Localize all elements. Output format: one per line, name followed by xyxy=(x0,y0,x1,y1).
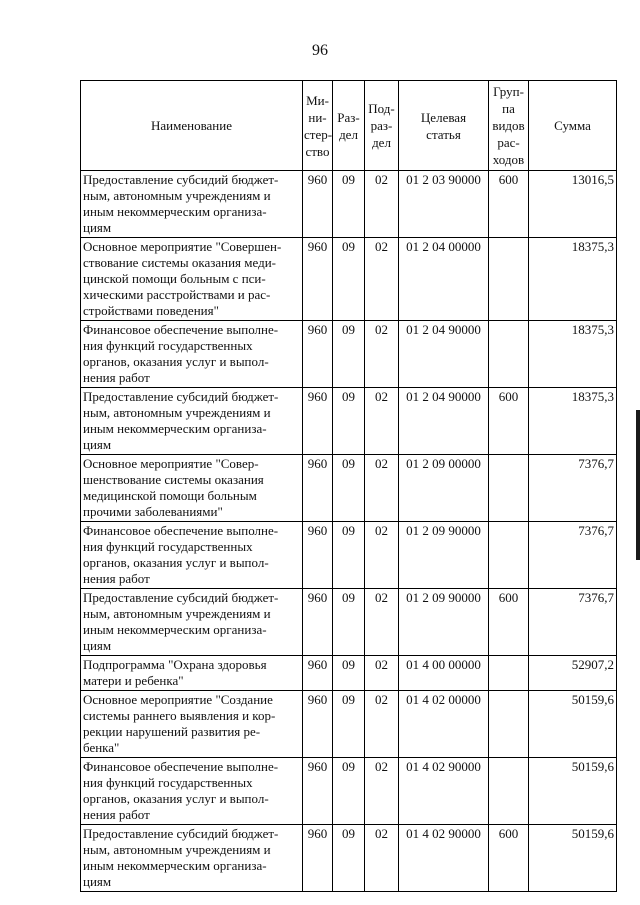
cell-name: Основное мероприятие "Совершен- ствование системы оказания меди- цинской помощи больным с пси- хическими расстройствами и рас- стройствами поведения" xyxy=(81,238,303,321)
cell-amount: 50159,6 xyxy=(529,825,617,892)
cell-target: 01 2 04 90000 xyxy=(399,321,489,388)
table-row xyxy=(81,656,617,691)
cell-subsection: 02 xyxy=(365,171,399,238)
cell-name: Предоставление субсидий бюджет- ным, автономным учреждениям и иным некоммерческим организа- циям xyxy=(81,589,303,656)
header-amount: Сумма xyxy=(529,81,617,171)
budget-table xyxy=(80,80,617,892)
table-row xyxy=(81,238,617,321)
cell-target: 01 2 09 00000 xyxy=(399,455,489,522)
cell-expense-group xyxy=(489,238,529,321)
header-ministry: Ми- ни- стер- ство xyxy=(303,81,333,171)
header-subsection: Под- раз- дел xyxy=(365,81,399,171)
cell-name: Предоставление субсидий бюджет- ным, автономным учреждениям и иным некоммерческим организа- циям xyxy=(81,388,303,455)
cell-amount: 7376,7 xyxy=(529,522,617,589)
cell-ministry: 960 xyxy=(303,656,333,691)
cell-expense-group xyxy=(489,758,529,825)
cell-target: 01 4 00 00000 xyxy=(399,656,489,691)
cell-expense-group: 600 xyxy=(489,589,529,656)
cell-expense-group: 600 xyxy=(489,171,529,238)
cell-ministry: 960 xyxy=(303,691,333,758)
cell-target: 01 2 03 90000 xyxy=(399,171,489,238)
cell-ministry: 960 xyxy=(303,455,333,522)
cell-target: 01 2 04 00000 xyxy=(399,238,489,321)
header-target: Целевая статья xyxy=(399,81,489,171)
cell-section: 09 xyxy=(333,691,365,758)
cell-subsection: 02 xyxy=(365,238,399,321)
cell-name: Предоставление субсидий бюджет- ным, автономным учреждениям и иным некоммерческим организа- циям xyxy=(81,825,303,892)
page-number: 96 xyxy=(312,42,328,59)
cell-subsection: 02 xyxy=(365,321,399,388)
cell-amount: 50159,6 xyxy=(529,691,617,758)
table-row xyxy=(81,522,617,589)
cell-ministry: 960 xyxy=(303,238,333,321)
cell-expense-group: 600 xyxy=(489,825,529,892)
cell-subsection: 02 xyxy=(365,825,399,892)
cell-name: Финансовое обеспечение выполне- ния функций государственных органов, оказания услуг и выпол- нения работ xyxy=(81,321,303,388)
cell-section: 09 xyxy=(333,825,365,892)
cell-name: Финансовое обеспечение выполне- ния функций государственных органов, оказания услуг и выпол- нения работ xyxy=(81,758,303,825)
cell-section: 09 xyxy=(333,388,365,455)
cell-amount: 13016,5 xyxy=(529,171,617,238)
cell-name: Основное мероприятие "Создание системы раннего выявления и кор- рекции нарушений развития ре- бенка" xyxy=(81,691,303,758)
cell-target: 01 2 04 90000 xyxy=(399,388,489,455)
cell-section: 09 xyxy=(333,455,365,522)
cell-expense-group: 600 xyxy=(489,388,529,455)
cell-name: Финансовое обеспечение выполне- ния функций государственных органов, оказания услуг и выпол- нения работ xyxy=(81,522,303,589)
table-row xyxy=(81,321,617,388)
cell-name: Предоставление субсидий бюджет- ным, автономным учреждениям и иным некоммерческим организа- циям xyxy=(81,171,303,238)
table-row xyxy=(81,388,617,455)
table-row xyxy=(81,758,617,825)
cell-target: 01 4 02 90000 xyxy=(399,825,489,892)
cell-ministry: 960 xyxy=(303,522,333,589)
cell-subsection: 02 xyxy=(365,589,399,656)
cell-section: 09 xyxy=(333,238,365,321)
cell-target: 01 2 09 90000 xyxy=(399,589,489,656)
cell-target: 01 2 09 90000 xyxy=(399,522,489,589)
cell-ministry: 960 xyxy=(303,825,333,892)
cell-amount: 52907,2 xyxy=(529,656,617,691)
cell-expense-group xyxy=(489,455,529,522)
cell-subsection: 02 xyxy=(365,388,399,455)
cell-expense-group xyxy=(489,321,529,388)
cell-amount: 7376,7 xyxy=(529,455,617,522)
cell-expense-group xyxy=(489,522,529,589)
cell-expense-group xyxy=(489,691,529,758)
cell-section: 09 xyxy=(333,589,365,656)
cell-section: 09 xyxy=(333,171,365,238)
cell-ministry: 960 xyxy=(303,321,333,388)
cell-target: 01 4 02 00000 xyxy=(399,691,489,758)
header-name: Наименование xyxy=(81,81,303,171)
cell-section: 09 xyxy=(333,656,365,691)
header-expense-group: Груп- па видов рас- ходов xyxy=(489,81,529,171)
cell-ministry: 960 xyxy=(303,758,333,825)
cell-section: 09 xyxy=(333,522,365,589)
cell-amount: 18375,3 xyxy=(529,321,617,388)
cell-subsection: 02 xyxy=(365,455,399,522)
table-row xyxy=(81,171,617,238)
cell-amount: 7376,7 xyxy=(529,589,617,656)
cell-ministry: 960 xyxy=(303,171,333,238)
cell-amount: 18375,3 xyxy=(529,388,617,455)
table-header-row xyxy=(81,81,617,171)
table-row xyxy=(81,455,617,522)
cell-ministry: 960 xyxy=(303,388,333,455)
cell-expense-group xyxy=(489,656,529,691)
cell-subsection: 02 xyxy=(365,691,399,758)
cell-subsection: 02 xyxy=(365,758,399,825)
cell-amount: 18375,3 xyxy=(529,238,617,321)
table-row xyxy=(81,691,617,758)
cell-amount: 50159,6 xyxy=(529,758,617,825)
cell-subsection: 02 xyxy=(365,656,399,691)
table-row xyxy=(81,589,617,656)
cell-section: 09 xyxy=(333,758,365,825)
cell-name: Основное мероприятие "Совер- шенствование системы оказания медицинской помощи больным прочими заболеваниями" xyxy=(81,455,303,522)
cell-section: 09 xyxy=(333,321,365,388)
table-body xyxy=(81,171,617,892)
scan-edge-mark xyxy=(636,410,640,560)
header-section: Раз- дел xyxy=(333,81,365,171)
table-row xyxy=(81,825,617,892)
cell-target: 01 4 02 90000 xyxy=(399,758,489,825)
cell-subsection: 02 xyxy=(365,522,399,589)
cell-name: Подпрограмма "Охрана здоровья матери и ребенка" xyxy=(81,656,303,691)
cell-ministry: 960 xyxy=(303,589,333,656)
